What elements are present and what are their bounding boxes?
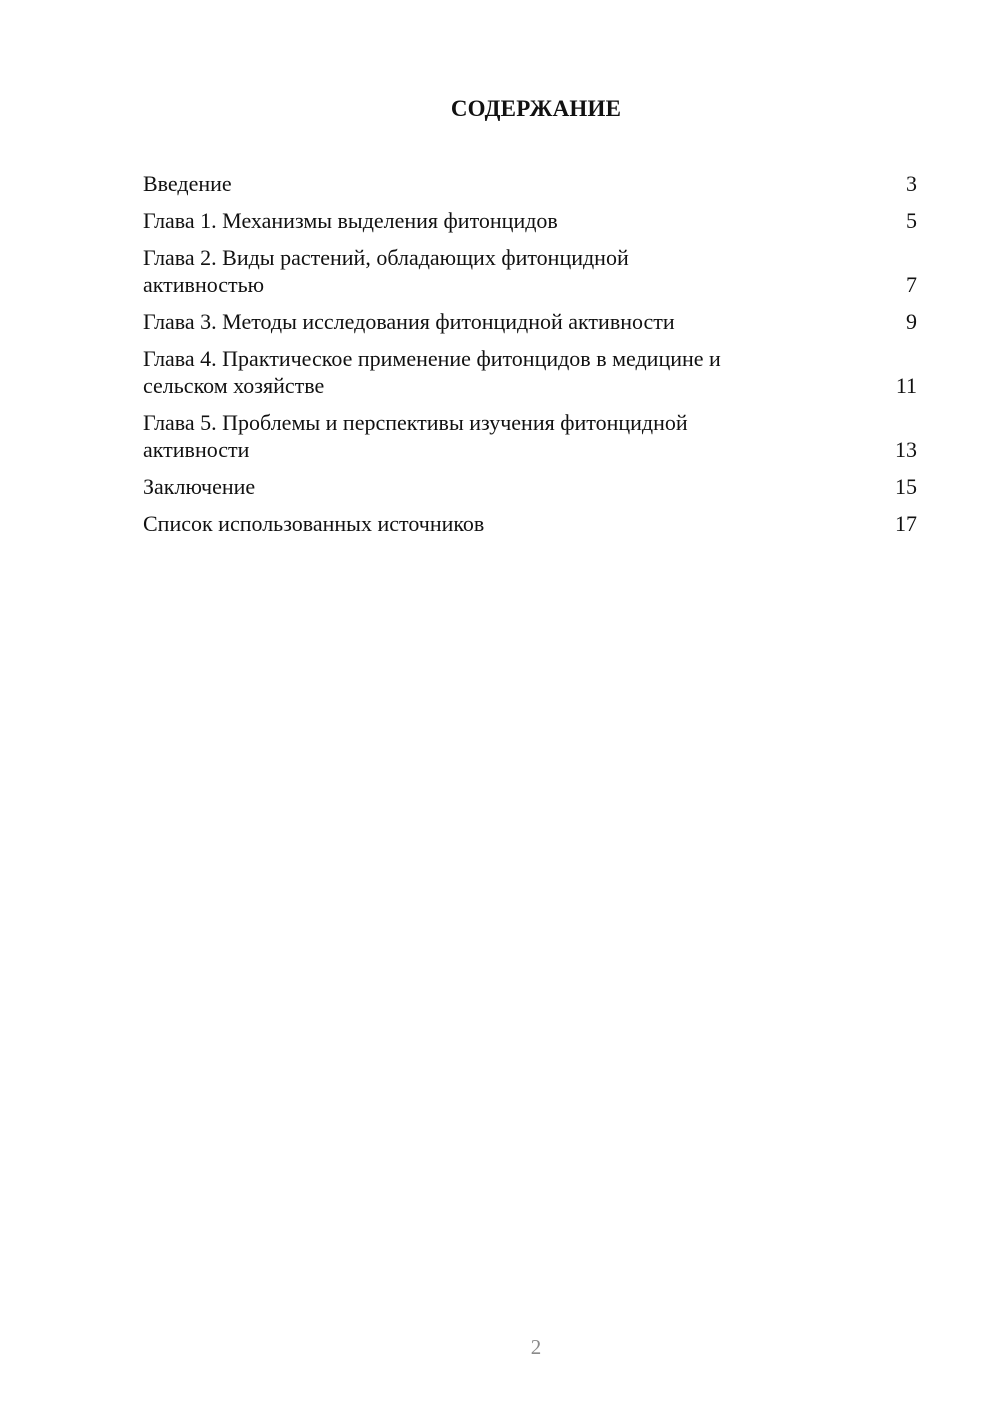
toc-entry-page: 15 xyxy=(895,474,917,499)
toc-entry-page: 7 xyxy=(906,272,917,297)
toc-entry-references[interactable] xyxy=(143,510,920,537)
toc-entry-label: Заключение xyxy=(143,474,256,499)
toc-entry-chapter-1[interactable] xyxy=(143,207,920,234)
toc-entry-label: Введение xyxy=(143,171,232,196)
toc-entry-page: 9 xyxy=(906,309,917,334)
toc-entry-label: Глава 4. Практическое применение фитонцидов в медицине и сельском хозяйстве xyxy=(143,346,721,398)
page-number: 2 xyxy=(530,1335,542,1359)
toc-entry-page: 17 xyxy=(895,511,917,536)
toc-entry-label: Глава 5. Проблемы и перспективы изучения фитонцидной активности xyxy=(143,410,688,462)
toc-entry-chapter-3[interactable] xyxy=(143,308,920,335)
toc-entry-page: 11 xyxy=(895,373,917,398)
toc-entry-page: 3 xyxy=(906,171,917,196)
toc-entry-label: Глава 3. Методы исследования фитонцидной активности xyxy=(143,309,675,334)
page-title: СОДЕРЖАНИЕ xyxy=(450,96,622,121)
toc-entry-chapter-2[interactable] xyxy=(143,244,920,298)
toc-entry-conclusion[interactable] xyxy=(143,473,920,500)
toc-entry-label: Список использованных источников xyxy=(143,511,485,536)
table-of-contents xyxy=(143,170,920,547)
toc-entry-chapter-5[interactable] xyxy=(143,409,920,463)
toc-entry-page: 5 xyxy=(906,208,917,233)
toc-entry-label: Глава 1. Механизмы выделения фитонцидов xyxy=(143,208,558,233)
toc-entry-label: Глава 2. Виды растений, обладающих фитонцидной активностью xyxy=(143,245,629,297)
toc-entry-page: 13 xyxy=(895,437,917,462)
toc-entry-introduction[interactable] xyxy=(143,170,920,197)
toc-entry-chapter-4[interactable] xyxy=(143,345,920,399)
